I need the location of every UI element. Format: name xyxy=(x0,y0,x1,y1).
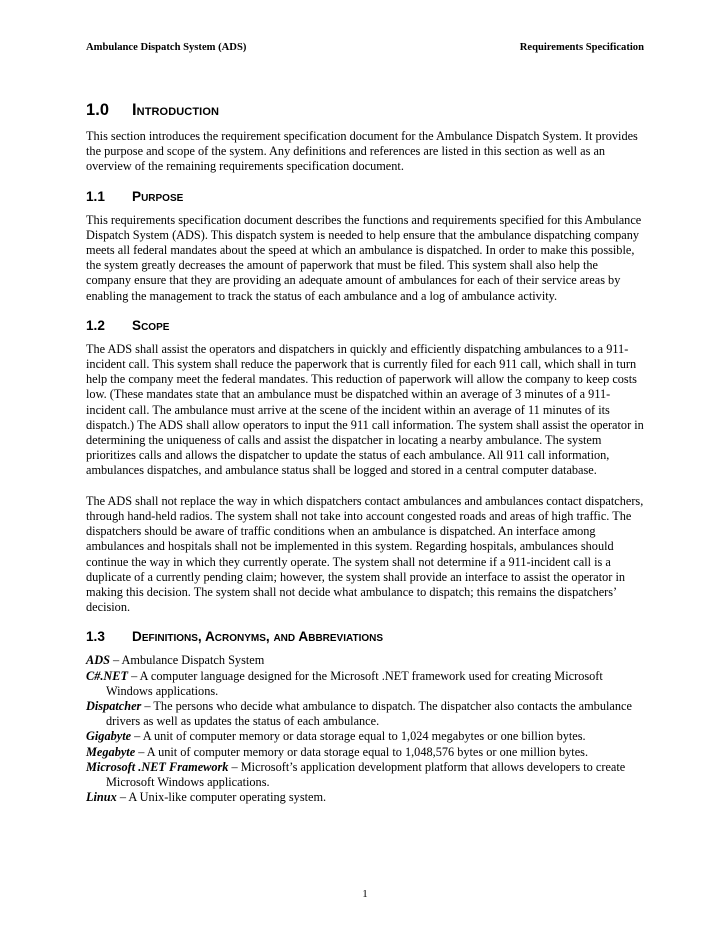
section-title: Scope xyxy=(132,317,170,333)
section-number: 1.3 xyxy=(86,629,105,645)
definition-text: – Ambulance Dispatch System xyxy=(109,653,265,668)
scope-paragraph-1: The ADS shall assist the operators and dispatchers in quickly and efficiently dispatching ambulances to a 911-incident call. This system shall reduce the paperwork that is currently filed for each 911 call, which shall in turn help the company meet the federal mandates. This reduction of paperwork will allow the company to keep costs low. (These mandates state that an ambulance must be dispatched within an average of 3 minutes of a 911-incident call. The ambulance must arrive at the scene of the incident within an average of 11 minutes of its dispatch.) The ADS shall allow operators to input the 911 call information. The system shall assist the operator in determining the uniqueness of calls and assist the dispatcher in locating a nearby ambulance. The system prioritizes calls and allows the dispatcher to update the status of each ambulance. All 911 call information, ambulances dispatches, and ambulance status shall be logged and stored in a central computer database. xyxy=(86,341,644,478)
document-body xyxy=(86,99,644,806)
definition-item xyxy=(86,699,644,729)
page-number: 1 xyxy=(362,888,368,900)
definition-item xyxy=(86,745,644,760)
definition-text: – A unit of computer memory or data storage equal to 1,024 megabytes or one billion bytes. xyxy=(131,729,586,744)
definition-term: ADS xyxy=(86,653,110,668)
definition-text: – The persons who decide what ambulance to dispatch. The dispatcher also contacts the ambulance drivers as well as updates the status of each ambulance. xyxy=(106,699,632,729)
definition-term: C#.NET xyxy=(86,668,129,683)
definition-term: Linux xyxy=(86,790,117,805)
definition-term: Gigabyte xyxy=(86,729,132,744)
definition-item xyxy=(86,669,644,699)
introduction-paragraph: This section introduces the requirement specification document for the Ambulance Dispatch System. It provides the purpose and scope of the system. Any definitions and references are listed in this section as well as an overview of the remaining requirements specification document. xyxy=(86,129,638,174)
definition-item xyxy=(86,729,644,744)
definitions-list xyxy=(86,653,644,805)
section-title: Definitions, Acronyms, and Abbreviations xyxy=(132,629,384,645)
section-number: 1.0 xyxy=(86,101,110,119)
definition-item xyxy=(86,653,644,668)
section-number: 1.2 xyxy=(86,317,105,333)
section-title: Purpose xyxy=(132,188,184,204)
section-number: 1.1 xyxy=(86,188,105,204)
section-heading-purpose xyxy=(86,187,644,207)
section-heading-introduction xyxy=(86,99,644,121)
definition-text: – A computer language designed for the Microsoft .NET framework used for creating Microsoft Windows applications. xyxy=(106,668,603,698)
definition-item xyxy=(86,760,644,790)
section-heading-scope xyxy=(86,316,644,336)
definition-term: Microsoft .NET Framework xyxy=(86,759,229,774)
definition-text: – Microsoft’s application development platform that allows developers to create Microsoft Windows applications. xyxy=(106,759,626,790)
section-heading-definitions xyxy=(86,627,644,647)
definition-item xyxy=(86,790,644,805)
section-title: Introduction xyxy=(132,101,220,119)
definition-text: – A Unix-like computer operating system. xyxy=(116,790,327,805)
scope-paragraph-2: The ADS shall not replace the way in which dispatchers contact ambulances and ambulances contact dispatchers, through hand-held radios. The system shall not take into account congested roads and areas of high traffic. The dispatchers should be aware of traffic conditions when an ambulance is dispatched. An interface among ambulances and hospitals shall not be implemented in this system. Regarding hospitals, ambulances should continue the way in which they currently operate. The system shall not determine if a 911-incident call is a duplicate of a currently pending claim; however, the system shall provide an interface to assist the operator in making this decision. The system shall not decide what ambulance to dispatch; this remains the dispatchers’ decision. xyxy=(86,493,644,615)
definition-term: Megabyte xyxy=(86,744,136,759)
definition-term: Dispatcher xyxy=(86,699,142,714)
purpose-paragraph: This requirements specification document describes the functions and requirements specified for this Ambulance Dispatch System (ADS). This dispatch system is needed to help ensure that the ambulance dispatching company meets all federal mandates about the speed at which an ambulance is dispatched. In order to make this possible, the system greatly decreases the amount of paperwork that must be filed. This system shall also help the company ensure that they are providing an adequate amount of ambulances for each of their service areas by enabling the management to track the status of each ambulance and a log of ambulance activity. xyxy=(86,212,642,303)
definition-text: – A unit of computer memory or data storage equal to 1,048,576 bytes or one million bytes. xyxy=(135,744,589,759)
header-doc-type: Requirements Specification xyxy=(519,42,644,53)
header-title: Ambulance Dispatch System (ADS) xyxy=(86,42,247,53)
